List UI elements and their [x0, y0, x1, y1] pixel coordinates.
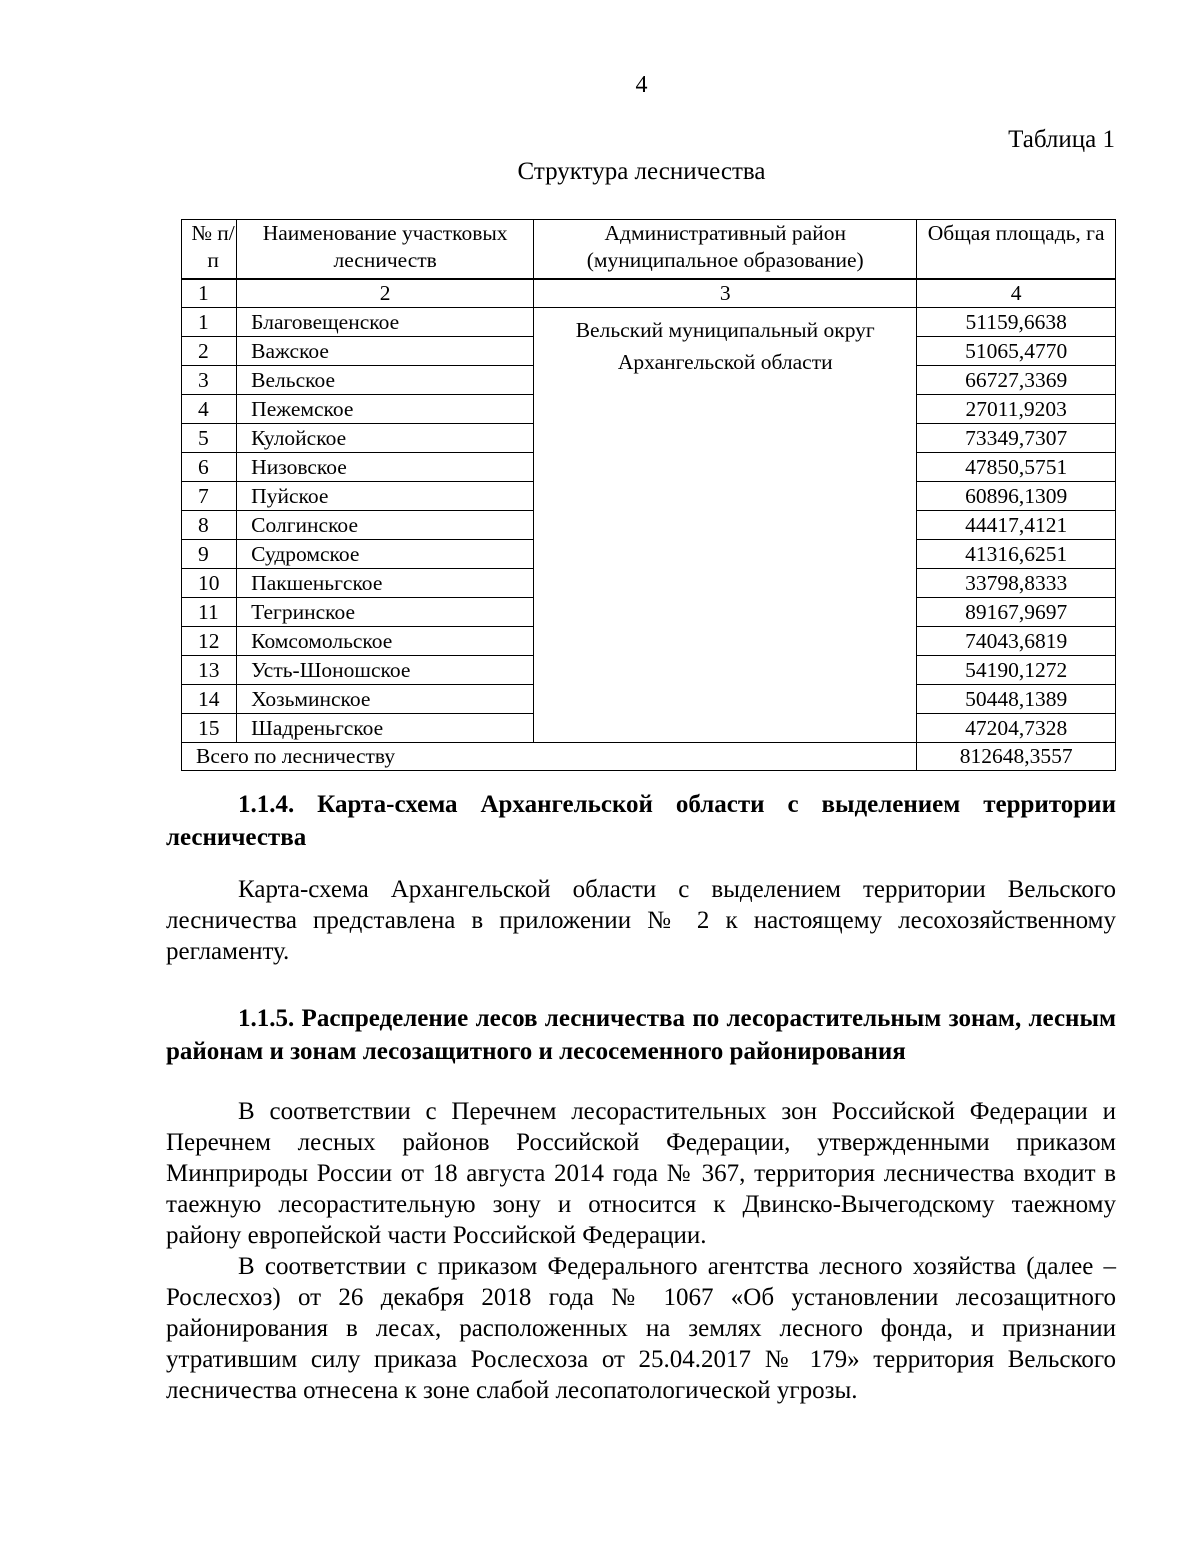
row-num: 12 — [182, 627, 237, 656]
row-name: Низовское — [237, 453, 534, 482]
section-115-paragraph-1: В соответствии с Перечнем лесорастительных зон Российской Федерации и Перечнем лесных районов Российской Федерации, утвержденными приказом Минприроды России от 18 августа 2014 года № 367, территория лесничества входит в таежную лесорастительную зону и относится к Двинско-Вычегодскому таежному району европейской части Российской Федерации. — [166, 1098, 1116, 1249]
row-area: 73349,7307 — [917, 424, 1116, 453]
row-name: Солгинское — [237, 511, 534, 540]
row-area: 27011,9203 — [917, 395, 1116, 424]
total-label: Всего по лесничеству — [182, 743, 917, 771]
row-name: Усть-Шоношское — [237, 656, 534, 685]
table-row — [182, 308, 1116, 337]
row-name: Кулойское — [237, 424, 534, 453]
forestry-structure-table — [181, 219, 1116, 771]
section-114-heading: 1.1.4. Карта-схема Архангельской области с выделением территории лесничества — [166, 791, 1116, 851]
table-header-row — [182, 220, 1116, 280]
row-num: 10 — [182, 569, 237, 598]
total-value: 812648,3557 — [917, 743, 1116, 771]
section-115-heading: 1.1.5. Распределение лесов лесничества по лесорастительным зонам, лесным районам и зонам лесозащитного и лесосеменного районирования — [166, 1005, 1116, 1065]
section-115-body — [166, 1096, 1116, 1406]
row-num: 11 — [182, 598, 237, 627]
row-num: 15 — [182, 714, 237, 743]
row-area: 33798,8333 — [917, 569, 1116, 598]
row-name: Хозьминское — [237, 685, 534, 714]
column-number: 2 — [237, 279, 534, 308]
row-num: 5 — [182, 424, 237, 453]
row-name: Вельское — [237, 366, 534, 395]
row-area: 47204,7328 — [917, 714, 1116, 743]
column-numbers-row — [182, 279, 1116, 308]
row-num: 3 — [182, 366, 237, 395]
row-num: 7 — [182, 482, 237, 511]
header-name: Наименование участковых лесничеств — [237, 220, 534, 280]
row-name: Пакшеньгское — [237, 569, 534, 598]
row-num: 14 — [182, 685, 237, 714]
row-num: 6 — [182, 453, 237, 482]
row-area: 60896,1309 — [917, 482, 1116, 511]
row-area: 41316,6251 — [917, 540, 1116, 569]
row-name: Тегринское — [237, 598, 534, 627]
row-area: 51065,4770 — [917, 337, 1116, 366]
row-area: 50448,1389 — [917, 685, 1116, 714]
row-area: 54190,1272 — [917, 656, 1116, 685]
header-num: № п/п — [182, 220, 237, 280]
column-number: 4 — [917, 279, 1116, 308]
row-area: 89167,9697 — [917, 598, 1116, 627]
page-number: 4 — [635, 72, 648, 98]
row-area: 47850,5751 — [917, 453, 1116, 482]
row-num: 8 — [182, 511, 237, 540]
row-name: Пуйское — [237, 482, 534, 511]
section-114-text: Карта-схема Архангельской области с выделением территории Вельского лесничества представлена в приложении № 2 к настоящему лесохозяйственному регламенту. — [166, 876, 1116, 965]
row-name: Пежемское — [237, 395, 534, 424]
row-area: 44417,4121 — [917, 511, 1116, 540]
table-title: Структура лесничества — [517, 158, 766, 185]
row-num: 9 — [182, 540, 237, 569]
row-name: Шадреньгское — [237, 714, 534, 743]
row-area: 51159,6638 — [917, 308, 1116, 337]
row-area: 66727,3369 — [917, 366, 1116, 395]
row-num: 13 — [182, 656, 237, 685]
row-area: 74043,6819 — [917, 627, 1116, 656]
row-num: 2 — [182, 337, 237, 366]
header-area: Общая площадь, га — [917, 220, 1116, 280]
row-name: Важское — [237, 337, 534, 366]
header-district: Административный район (муниципальное образование) — [534, 220, 917, 280]
table-total-row — [182, 743, 1116, 771]
row-num: 1 — [182, 308, 237, 337]
column-number: 3 — [534, 279, 917, 308]
row-name: Комсомольское — [237, 627, 534, 656]
row-name: Благовещенское — [237, 308, 534, 337]
column-number: 1 — [182, 279, 237, 308]
district-cell: Вельский муниципальный округ Архангельской области — [534, 308, 917, 743]
table-label: Таблица 1 — [1008, 126, 1115, 153]
row-num: 4 — [182, 395, 237, 424]
row-name: Судромское — [237, 540, 534, 569]
section-115-paragraph-2: В соответствии с приказом Федерального агентства лесного хозяйства (далее – Рослесхоз) от 26 декабря 2018 года № 1067 «Об установлении лесозащитного районирования в лесах, расположенных на землях лесного фонда, и признании утратившим силу приказа Рослесхоза от 25.04.2017 № 179» территория Вельского лесничества отнесена к зоне слабой лесопатологической угрозы. — [166, 1253, 1116, 1404]
